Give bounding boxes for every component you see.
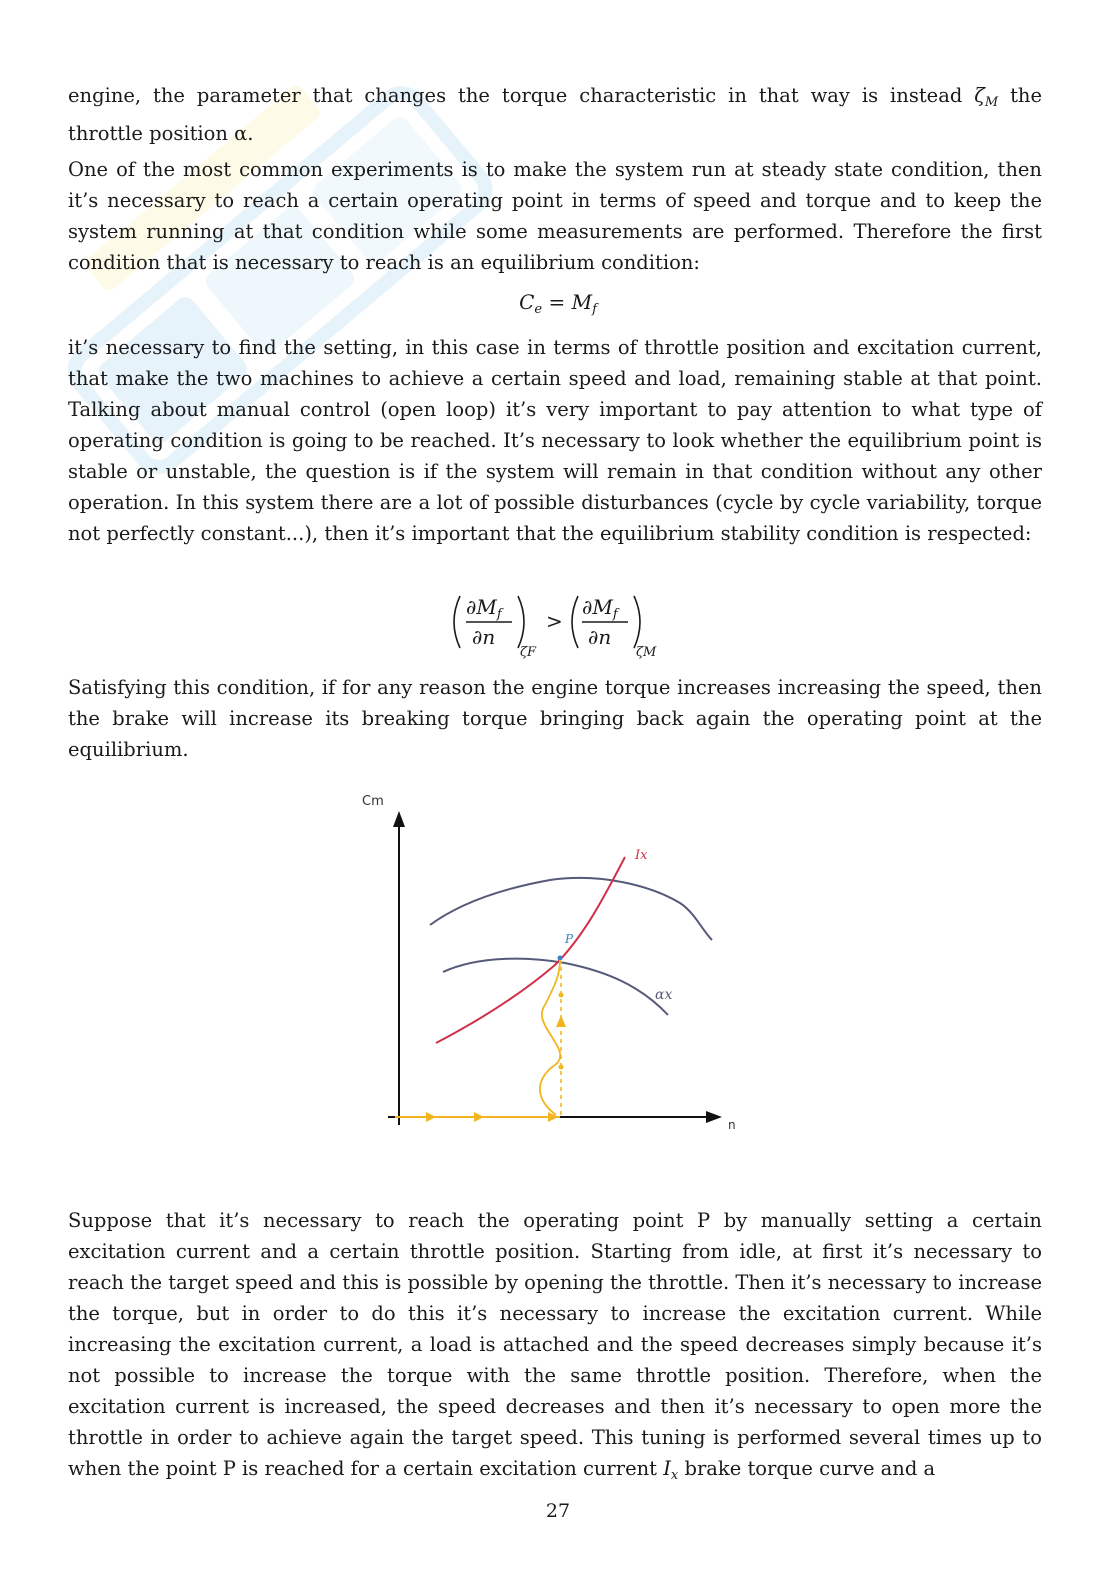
curve-alpha-x-label: αx bbox=[655, 987, 673, 1003]
eq2-right-numerator: $\partial M_f$ bbox=[582, 595, 618, 622]
eq2-left-denominator: ∂n bbox=[472, 625, 496, 649]
tuning-path-oscillation bbox=[540, 960, 560, 1115]
ix-subscript: x bbox=[670, 1468, 679, 1483]
x-axis-label: n bbox=[728, 1118, 736, 1132]
page-number: 27 bbox=[545, 1500, 571, 1522]
paragraph-tuning-part1: Suppose that it’s necessary to reach the operating point P by manually setting a certain excitation current and a certain throttle position. Starting from idle, at first it’s necessary to reach the target speed and this is possible by opening the throttle. Then it’s necessary to increase the torque, but in order to do this it’s necessary to increase the excitation current. While increasing the excitation current, a load is attached and the speed decreases simply because it’s not possible to increase the torque with the same throttle position. Therefore, when the excitation current is increased, the speed decreases and then it’s necessary to open more the throttle in order to achieve again the target speed. This tuning is performed several times up to when the point P is reached for a certain excitation current bbox=[68, 1209, 1043, 1480]
eq1-operator: = bbox=[542, 290, 572, 314]
curve-ix-label: Ix bbox=[635, 848, 648, 863]
operating-point-p bbox=[558, 956, 563, 961]
engine-curve-upper bbox=[430, 878, 712, 940]
zeta-char: ζ bbox=[974, 84, 985, 107]
ix-symbol bbox=[663, 1457, 679, 1483]
path-arrow-1 bbox=[426, 1112, 436, 1122]
path-arrow-up bbox=[556, 1015, 566, 1027]
paragraph-tuning-part2: brake torque curve and a bbox=[678, 1457, 936, 1480]
paragraph-intro bbox=[68, 80, 1042, 149]
path-dot-1 bbox=[559, 1065, 564, 1070]
engine-curve-alpha-x bbox=[443, 959, 668, 1015]
y-axis-arrow bbox=[393, 811, 405, 827]
eq2-left-numerator: $\partial M_f$ bbox=[466, 595, 502, 622]
y-axis-label: Cm bbox=[362, 794, 384, 809]
operating-point-label: P bbox=[565, 932, 574, 946]
eq1-lhs-sub: e bbox=[534, 302, 543, 317]
equation-equilibrium bbox=[0, 290, 1116, 317]
eq1-lhs: C bbox=[519, 290, 535, 314]
paragraph-intro-part1: engine, the parameter that changes the torque characteristic in that way is instead bbox=[68, 84, 975, 107]
zeta-subscript: M bbox=[984, 95, 999, 110]
eq2-right-subscript: ζM bbox=[636, 645, 657, 660]
equation-stability bbox=[440, 588, 680, 660]
paragraph-steady-state: One of the most common experiments is to make the system run at steady state condition, then it’s necessary to reach a certain operating point in terms of speed and torque and to keep the system running at that condition while some measurements are performed. Therefore the first condition that is necessary to reach is an equilibrium condition: bbox=[68, 158, 1042, 274]
paragraph-setting: it’s necessary to find the setting, in this case in terms of throttle position and excitation current, that make the two machines to achieve a certain speed and load, remaining stable at that point. Talking about manual control (open loop) it’s very important to pay attention to what type of operating condition is going to be reached. It’s necessary to look whether the equilibrium point is stable or unstable, the question is if the system will remain in that condition without any other operation. In this system there are a lot of possible disturbances (cycle by cycle variability, torque not perfectly constant...), then it’s important that the equilibrium stability condition is respected: bbox=[68, 336, 1042, 545]
x-axis-arrow bbox=[706, 1111, 722, 1123]
torque-speed-figure bbox=[350, 785, 770, 1145]
paragraph-tuning bbox=[68, 1205, 1042, 1491]
ix-char: I bbox=[663, 1457, 671, 1480]
eq2-right-denominator: ∂n bbox=[588, 625, 612, 649]
path-arrow-2 bbox=[474, 1112, 484, 1122]
zeta-m-symbol bbox=[974, 84, 999, 110]
paragraph-stability: Satisfying this condition, if for any reason the engine torque increases increasing the speed, then the brake will increase its breaking torque bringing back again the operating point at the equilibrium. bbox=[68, 676, 1042, 761]
eq1-rhs: M bbox=[571, 290, 593, 314]
eq2-operator: > bbox=[546, 609, 563, 633]
eq1-rhs-sub: f bbox=[592, 302, 597, 317]
path-dot-2 bbox=[559, 993, 564, 998]
paragraph-intro-part2: the throttle position α. bbox=[68, 84, 1042, 145]
eq2-left-subscript: ζF bbox=[520, 645, 537, 660]
